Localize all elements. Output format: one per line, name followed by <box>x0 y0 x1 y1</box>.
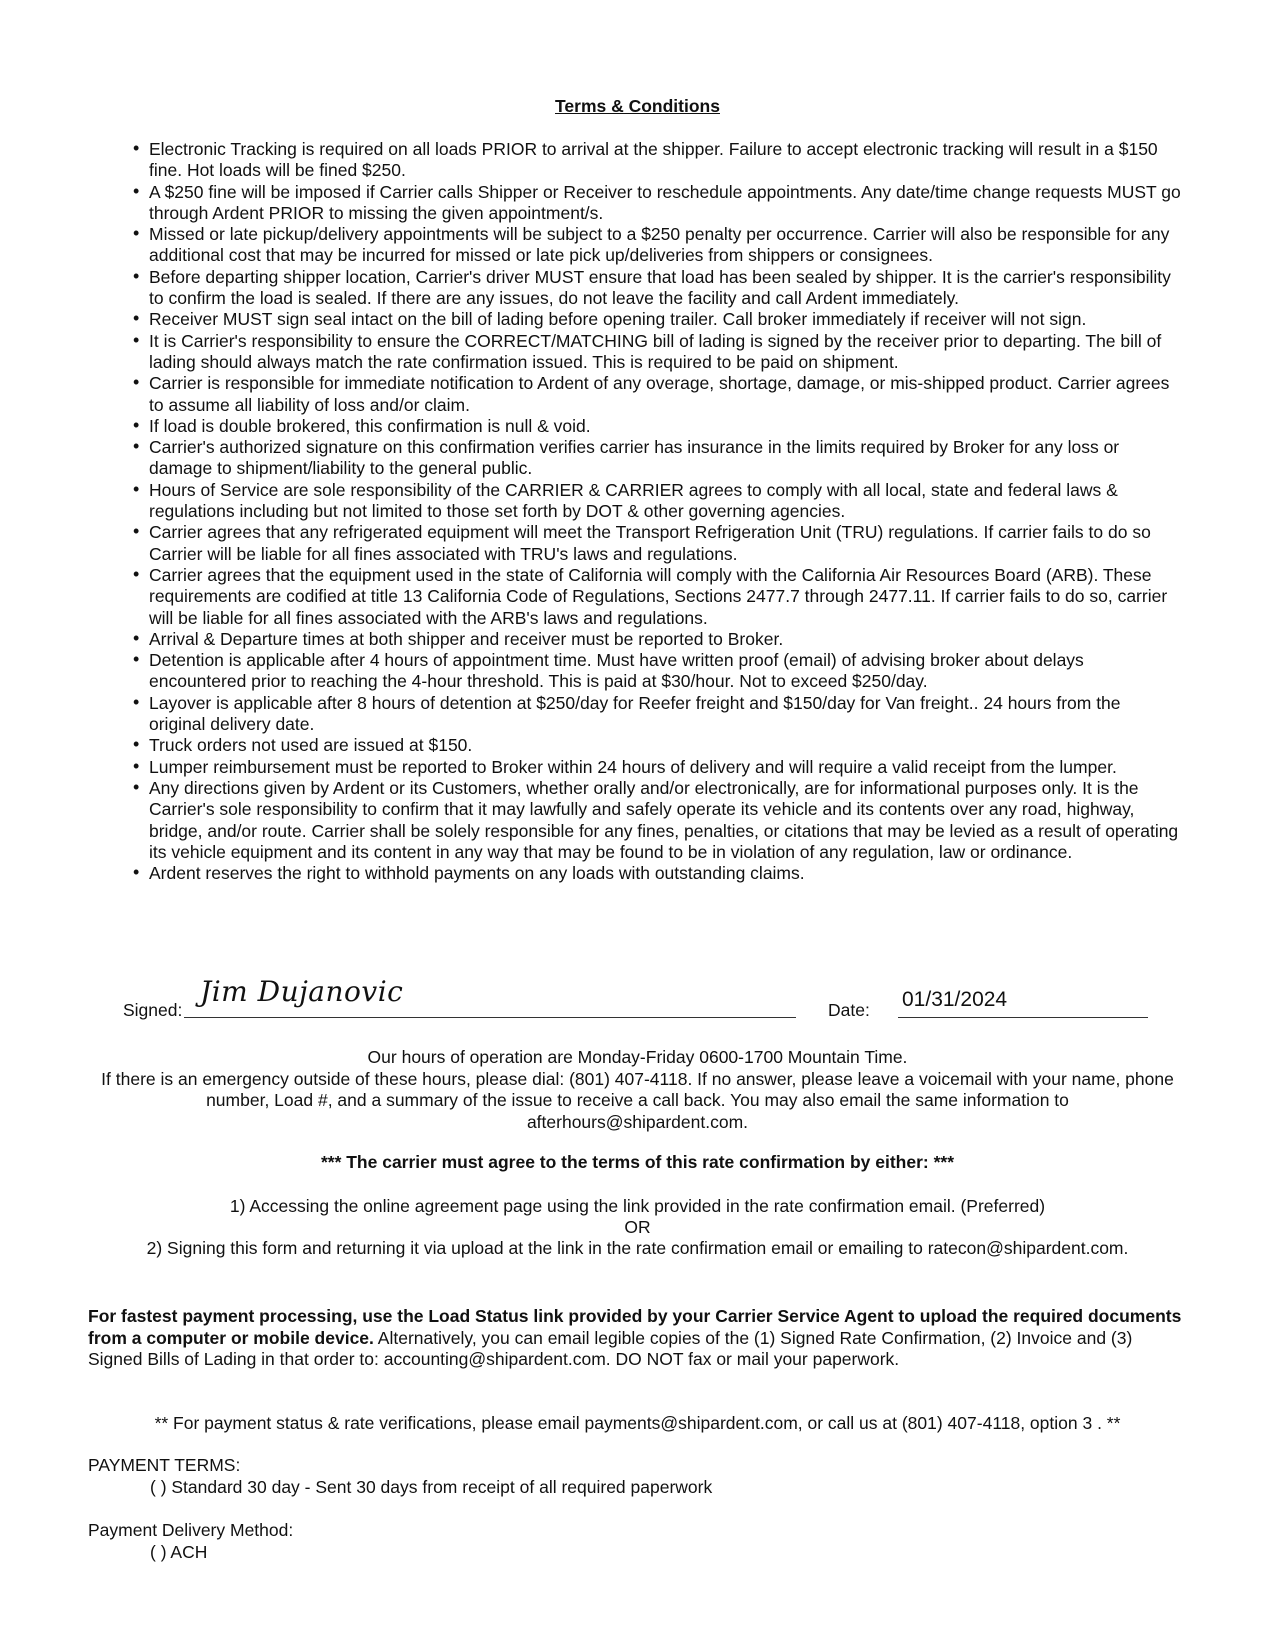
term-item: • Before departing shipper location, Carrier's driver MUST ensure that load has been sealed by shipper. It is the carrier's responsibility to confirm the load is sealed. If there are any issues, do not leave the facility and call Ardent immediately. <box>131 267 1181 310</box>
signature-line <box>184 1017 796 1018</box>
term-item: • If load is double brokered, this confirmation is null & void. <box>131 416 1181 437</box>
term-item: • A $250 fine will be imposed if Carrier calls Shipper or Receiver to reschedule appointments. Any date/time change requests MUST go through Ardent PRIOR to missing the given appointment/s. <box>131 182 1181 225</box>
fastest-payment-rest: Alternatively, you can email legible copies of the (1) Signed Rate Confirmation, (2) Invoice and (3) Signed Bills of Lading in that order to: accounting@shipardent.com. DO NOT fax or mail your paperwork. <box>88 1327 1133 1369</box>
hours-line: Our hours of operation are Monday-Friday 0600-1700 Mountain Time. <box>367 1047 908 1067</box>
fastest-payment-bold: For fastest payment processing, use the Load Status link provided by your Carrier Service Agent to upload the required documents from a computer or mobile device. <box>88 1306 1182 1348</box>
payment-status-note: ** For payment status & rate verifications, please email payments@shipardent.com, or call us at (801) 407-4118, option 3 . ** <box>154 1413 1121 1433</box>
term-item: • Carrier agrees that any refrigerated equipment will meet the Transport Refrigeration Unit (TRU) regulations. If carrier fails to do so Carrier will be liable for all fines associated with TRU's laws and regulations. <box>131 522 1181 565</box>
hours-of-operation <box>100 1047 1175 1133</box>
terms-title: Terms & Conditions <box>555 96 720 116</box>
term-item: • Carrier agrees that the equipment used in the state of California will comply with the California Air Resources Board (ARB). These requirements are codified at title 13 California Code of Regulations, Sections 2477.7 through 2477.11. If carrier fails to do so, carrier will be liable for all fines associated with the ARB's laws and regulations. <box>131 565 1181 629</box>
term-item: • Arrival & Departure times at both shipper and receiver must be reported to Broker. <box>131 629 1181 650</box>
date-value: 01/31/2024 <box>902 988 1008 1011</box>
agreement-or: OR <box>624 1217 651 1237</box>
signature-value: Jim Dujanovic <box>200 975 404 1008</box>
term-item: • Any directions given by Ardent or its Customers, whether orally and/or electronically, are for informational purposes only. It is the Carrier's sole responsibility to confirm that it may lawfully and safely operate its vehicle and its contents over any road, highway, bridge, and/or route. Carrier shall be solely responsible for any fines, penalties, or citations that may be levied as a result of operating its vehicle equipment and its content in any way that may be found to be in violation of any regulation, law or ordinance. <box>131 778 1181 863</box>
term-item: • Carrier's authorized signature on this confirmation verifies carrier has insurance in the limits required by Broker for any loss or damage to shipment/liability to the general public. <box>131 437 1181 480</box>
date-line <box>898 1017 1148 1018</box>
term-item: • Ardent reserves the right to withhold payments on any loads with outstanding claims. <box>131 863 1181 884</box>
agreement-option-1: 1) Accessing the online agreement page using the link provided in the rate confirmation email. (Preferred) <box>229 1196 1046 1216</box>
term-item: • Receiver MUST sign seal intact on the bill of lading before opening trailer. Call broker immediately if receiver will not sign. <box>131 309 1181 330</box>
payment-delivery-option: ( ) ACH <box>150 1542 208 1562</box>
payment-terms-option: ( ) Standard 30 day - Sent 30 days from receipt of all required paperwork <box>150 1477 713 1497</box>
term-item: • Truck orders not used are issued at $150. <box>131 735 1181 756</box>
term-item: • Carrier is responsible for immediate notification to Ardent of any overage, shortage, damage, or mis-shipped product. Carrier agrees to assume all liability of loss and/or claim. <box>131 373 1181 416</box>
emergency-line: If there is an emergency outside of these hours, please dial: (801) 407-4118. If no answer, please leave a voicemail with your name, phone number, Load #, and a summary of the issue to receive a call back. You may also email the same information to afterhours@shipardent.com. <box>101 1068 1174 1132</box>
agreement-heading: *** The carrier must agree to the terms of this rate confirmation by either: *** <box>320 1152 955 1172</box>
payment-delivery-heading: Payment Delivery Method: <box>88 1520 294 1540</box>
agreement-option-2: 2) Signing this form and returning it via upload at the link in the rate confirmation email or emailing to ratecon@shipardent.com. <box>146 1238 1129 1258</box>
fastest-payment-note <box>88 1306 1188 1371</box>
term-item: • Electronic Tracking is required on all loads PRIOR to arrival at the shipper. Failure to accept electronic tracking will result in a $150 fine. Hot loads will be fined $250. <box>131 139 1181 182</box>
term-item: • It is Carrier's responsibility to ensure the CORRECT/MATCHING bill of lading is signed by the receiver prior to departing. The bill of lading should always match the rate confirmation issued. This is required to be paid on shipment. <box>131 331 1181 374</box>
terms-list <box>131 139 1181 884</box>
term-item: • Lumper reimbursement must be reported to Broker within 24 hours of delivery and will require a valid receipt from the lumper. <box>131 757 1181 778</box>
payment-terms-heading: PAYMENT TERMS: <box>88 1455 241 1475</box>
date-label: Date: <box>828 1000 870 1020</box>
term-item: • Layover is applicable after 8 hours of detention at $250/day for Reefer freight and $150/day for Van freight.. 24 hours from the original delivery date. <box>131 693 1181 736</box>
term-item: • Missed or late pickup/delivery appointments will be subject to a $250 penalty per occurrence. Carrier will also be responsible for any additional cost that may be incurred for missed or late pick up/deliveries from shippers or consignees. <box>131 224 1181 267</box>
term-item: • Hours of Service are sole responsibility of the CARRIER & CARRIER agrees to comply with all local, state and federal laws & regulations including but not limited to those set forth by DOT & other governing agencies. <box>131 480 1181 523</box>
term-item: • Detention is applicable after 4 hours of appointment time. Must have written proof (email) of advising broker about delays encountered prior to reaching the 4-hour threshold. This is paid at $30/hour. Not to exceed $250/day. <box>131 650 1181 693</box>
signed-label: Signed: <box>123 1000 183 1020</box>
